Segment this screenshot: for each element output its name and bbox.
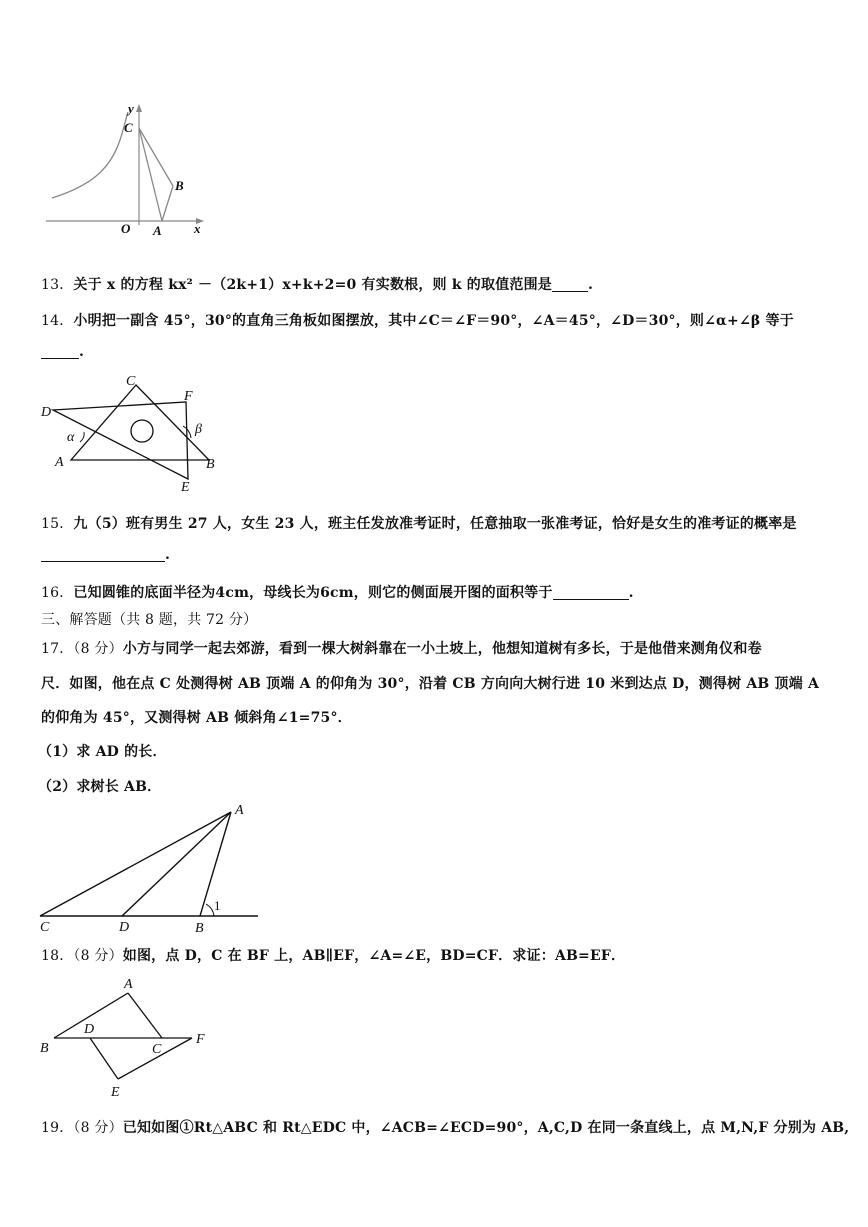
question-number: 19． <box>41 1120 74 1136</box>
question-text-line1: 小方与同学一起去郊游，看到一棵大树斜靠在一小土坡上，他想知道树有多长，于是他借来测角仪和卷 <box>122 641 762 657</box>
label-e: E <box>111 1085 120 1100</box>
parallel-lines-figure <box>36 972 216 1102</box>
period: . <box>628 585 634 601</box>
question-score: （8 分） <box>73 948 123 964</box>
hyperbola-curve <box>52 112 128 198</box>
period: . <box>588 277 594 293</box>
question-text: 已知如图①Rt△ABC 和 Rt△EDC 中，∠ACB=∠ECD=90°，A,C,D 在同一条直线上，点 M,N,F 分别为 AB, <box>122 1120 850 1136</box>
ruler-hole <box>131 420 153 442</box>
label-o: O <box>121 221 131 236</box>
segment-de <box>90 1038 118 1079</box>
question-16 <box>41 582 634 602</box>
label-b: B <box>175 178 184 193</box>
label-a: A <box>235 803 244 818</box>
angle-alpha-arc <box>80 432 84 442</box>
label-d: D <box>119 920 130 935</box>
question-text: 九（5）班有男生 27 人，女生 23 人，班主任发放准考证时，任意抽取一张准考证，恰好是女生的准考证的概率是 <box>73 516 797 532</box>
question-13 <box>41 274 593 294</box>
label-y: y <box>128 101 134 116</box>
label-a: A <box>55 455 64 470</box>
label-c: C <box>124 120 133 135</box>
question-18 <box>41 945 625 965</box>
label-x: x <box>194 221 201 236</box>
question-score: （8 分） <box>73 641 123 657</box>
period: . <box>79 344 85 360</box>
answer-blank[interactable] <box>41 547 165 562</box>
question-17-line2: 尺．如图，他在点 C 处测得树 AB 顶端 A 的仰角为 30°，沿着 CB 方向向大树行进 10 米到达点 D，测得树 AB 顶端 A <box>41 676 820 692</box>
tree-slope-figure <box>36 800 266 938</box>
answer-blank[interactable] <box>41 344 79 359</box>
angle-1-arc <box>206 904 214 916</box>
label-alpha: α <box>67 430 75 445</box>
segment-ac <box>128 993 162 1038</box>
segment-ca <box>139 128 162 221</box>
question-14-blank-line <box>41 344 84 360</box>
question-14 <box>41 310 794 330</box>
question-15-blank-line <box>41 547 170 563</box>
label-a: A <box>153 223 162 238</box>
question-17-sub2: （2）求树长 AB． <box>38 779 162 795</box>
label-beta: β <box>195 422 202 437</box>
label-c: C <box>126 374 136 389</box>
segment-cb <box>139 128 173 186</box>
section-heading: 三、解答题（共 8 题，共 72 分） <box>41 612 258 628</box>
label-d: D <box>41 405 52 420</box>
label-b: B <box>40 1041 49 1056</box>
graph-figure <box>40 100 210 240</box>
label-c: C <box>152 1042 162 1057</box>
question-text: 小明把一副含 45°，30°的直角三角板如图摆放，其中∠C＝∠F＝90°，∠A＝45°，∠D＝30°，则∠α+∠β 等于 <box>73 313 794 329</box>
question-19 <box>41 1117 849 1137</box>
label-f: F <box>184 389 193 404</box>
triangles-figure <box>38 372 228 497</box>
label-e: E <box>181 480 190 495</box>
segment-ab <box>162 186 173 221</box>
label-b: B <box>195 921 204 936</box>
question-17-line3: 的仰角为 45°，又测得树 AB 倾斜角∠1=75°． <box>41 710 352 726</box>
label-a: A <box>124 977 133 992</box>
answer-blank[interactable] <box>552 277 588 292</box>
question-text: 已知圆锥的底面半径为4cm，母线长为6cm，则它的侧面展开图的面积等于 <box>73 585 553 601</box>
label-c: C <box>40 920 50 935</box>
label-f: F <box>196 1032 205 1047</box>
answer-blank[interactable] <box>553 585 629 600</box>
question-score: （8 分） <box>73 1120 123 1136</box>
question-17 <box>41 638 762 658</box>
label-d: D <box>84 1022 95 1037</box>
label-b: B <box>206 457 215 472</box>
question-number: 14． <box>41 313 74 329</box>
question-number: 13． <box>41 277 74 293</box>
question-text: 如图，点 D，C 在 BF 上，AB∥EF，∠A=∠E，BD=CF．求证：AB=EF． <box>122 948 626 964</box>
label-one: 1 <box>214 898 221 913</box>
question-15 <box>41 513 797 533</box>
question-text: 关于 x 的方程 kx² －（2k+1）x+k+2=0 有实数根，则 k 的取值范围是 <box>73 277 552 293</box>
period: . <box>165 547 171 563</box>
y-axis-arrow <box>136 104 142 112</box>
question-number: 18． <box>41 948 74 964</box>
question-number: 17． <box>41 641 74 657</box>
question-number: 16． <box>41 585 74 601</box>
segment-ca <box>40 812 231 916</box>
question-17-sub1: （1）求 AD 的长． <box>38 744 167 760</box>
question-number: 15． <box>41 516 74 532</box>
